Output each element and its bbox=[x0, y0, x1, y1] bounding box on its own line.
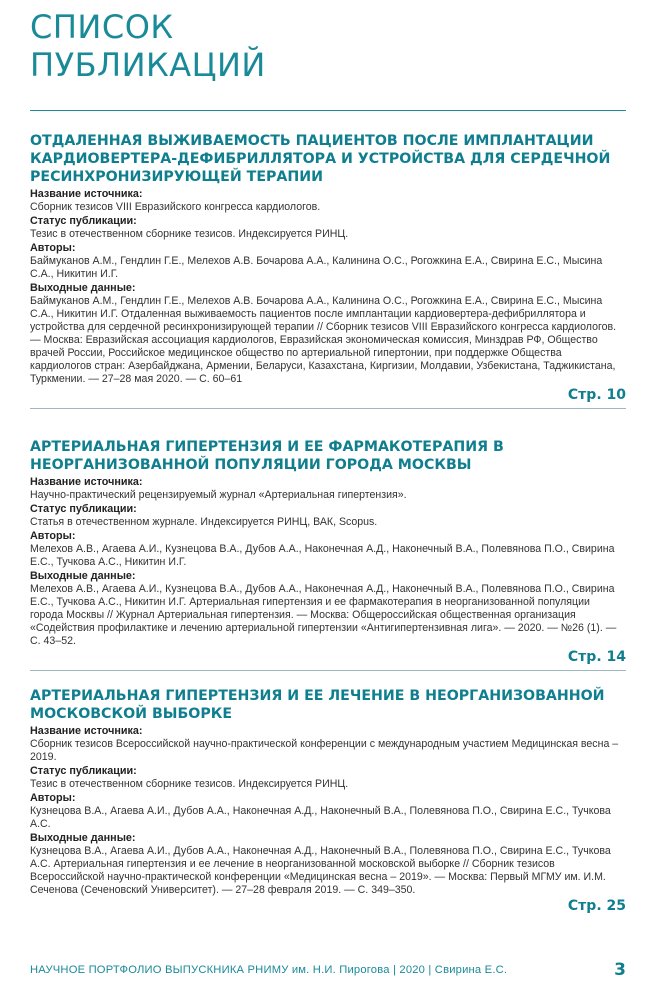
publication-title: АРТЕРИАЛЬНАЯ ГИПЕРТЕНЗИЯ И ЕЕ ФАРМАКОТЕРАПИЯ В НЕОРГАНИЗОВАННОЙ ПОПУЛЯЦИИ ГОРОДА МОСКВЫ bbox=[30, 439, 504, 473]
output-label: Выходные данные: bbox=[30, 282, 136, 294]
publication-entry bbox=[30, 438, 626, 671]
source-text: Сборник тезисов Всероссийской научно-практической конференции с международным участием Медицинская весна – 2019. bbox=[30, 738, 619, 763]
page-title bbox=[30, 8, 266, 84]
page-reference-link[interactable]: Стр. 14 bbox=[567, 649, 626, 665]
output-label: Выходные данные: bbox=[30, 570, 136, 582]
source-label: Название источника: bbox=[30, 188, 143, 200]
page-title-line-2: ПУБЛИКАЦИЙ bbox=[30, 46, 266, 84]
authors-label: Авторы: bbox=[30, 792, 76, 804]
page-number: 3 bbox=[614, 960, 626, 980]
entry-divider bbox=[30, 408, 626, 409]
output-label: Выходные данные: bbox=[30, 832, 136, 844]
publication-entry bbox=[30, 687, 626, 915]
page-title-line-1: СПИСОК bbox=[30, 8, 174, 46]
source-label: Название источника: bbox=[30, 476, 143, 488]
publication-entry bbox=[30, 132, 626, 409]
authors-text: Баймуканов А.М., Гендлин Г.Е., Мелехов А.В. Бочарова А.А., Калинина О.С., Рогожкина Е.А., Свирина Е.С., Мысина С.А., Никитин И.Г. bbox=[30, 255, 603, 280]
authors-label: Авторы: bbox=[30, 242, 76, 254]
status-label: Статус публикации: bbox=[30, 215, 137, 227]
page-reference-link[interactable]: Стр. 10 bbox=[567, 387, 626, 403]
output-text: Мелехов А.В., Агаева А.И., Кузнецова В.А., Дубов А.А., Наконечная А.Д., Наконечный В.А., Полевянова П.О., Свирина Е.С., Тучкова А.С., Никитин И.Г. Артериальная гипертензия и ее фармакотерапия в неорганизованной популяции города Москвы // Журнал Артериальная гипертензия. — Москва: Общероссийская общественная организация «Содействия профилактике и лечению артериальной гипертензии «Антигипертензивная лига». — 2020. — №26 (1). — С. 43–52. bbox=[30, 583, 617, 647]
authors-text: Мелехов А.В., Агаева А.И., Кузнецова В.А., Дубов А.А., Наконечная А.Д., Наконечный В.А., Полевянова П.О., Свирина Е.С., Тучкова А.С., Никитин И.Г. bbox=[30, 543, 615, 568]
authors-label: Авторы: bbox=[30, 530, 76, 542]
authors-text: Кузнецова В.А., Агаева А.И., Дубов А.А., Наконечная А.Д., Наконечный В.А., Полевянова П.О., Свирина Е.С., Тучкова А.С. bbox=[30, 805, 611, 830]
publication-title: АРТЕРИАЛЬНАЯ ГИПЕРТЕНЗИЯ И ЕЕ ЛЕЧЕНИЕ В НЕОРГАНИЗОВАННОЙ МОСКОВСКОЙ ВЫБОРКЕ bbox=[30, 688, 605, 722]
page-footer: НАУЧНОЕ ПОРТФОЛИО ВЫПУСКНИКА РНИМУ им. Н.И. Пирогова | 2020 | Свирина Е.С. bbox=[30, 964, 508, 976]
status-text: Статья в отечественном журнале. Индексируется РИНЦ, ВАК, Scopus. bbox=[30, 516, 378, 528]
status-label: Статус публикации: bbox=[30, 765, 137, 777]
source-label: Название источника: bbox=[30, 725, 143, 737]
output-text: Кузнецова В.А., Агаева А.И., Дубов А.А., Наконечная А.Д., Наконечный В.А., Полевянова П.О., Свирина Е.С., Тучкова А.С. Артериальная гипертензия и ее лечение в неорганизованной московской выборке // Сборник тезисов Всероссийской научно-практической конференции «Медицинская весна – 2019». — Москва: Первый МГМУ им. И.М. Сеченова (Сеченовский Университет). — 27–28 февраля 2019. — С. 349–350. bbox=[30, 845, 611, 896]
status-label: Статус публикации: bbox=[30, 503, 137, 515]
title-divider bbox=[30, 110, 626, 111]
publication-title: ОТДАЛЕННАЯ ВЫЖИВАЕМОСТЬ ПАЦИЕНТОВ ПОСЛЕ ИМПЛАНТАЦИИ КАРДИОВЕРТЕРА-ДЕФИБРИЛЛЯТОРА И УСТРОЙСТВА ДЛЯ СЕРДЕЧНОЙ РЕСИНХРОНИЗИРУЮЩЕЙ ТЕРАПИИ bbox=[30, 133, 611, 185]
status-text: Тезис в отечественном сборнике тезисов. Индексируется РИНЦ. bbox=[30, 778, 349, 790]
source-text: Научно-практический рецензируемый журнал «Артериальная гипертензия». bbox=[30, 489, 407, 501]
page-reference-link[interactable]: Стр. 25 bbox=[567, 898, 626, 914]
status-text: Тезис в отечественном сборнике тезисов. Индексируется РИНЦ. bbox=[30, 228, 349, 240]
output-text: Баймуканов А.М., Гендлин Г.Е., Мелехов А.В. Бочарова А.А., Калинина О.С., Рогожкина Е.А., Свирина Е.С., Мысина С.А., Никитин И.Г. Отдаленная выживаемость пациентов после имплантации кардиовертера-дефибриллятора и устройства для сердечной ресинхронизирующей терапии // Сборник тезисов VIII Евразийского конгресса кардиологов. — Москва: Евразийская ассоциация кардиологов, Евразийская экономическая комиссия, Минздрав РФ, Общество врачей России, Российское медицинское общество по артериальной гипертонии, при поддержке Общества кардиологов стран: Азербайджана, Армении, Беларуси, Казахстана, Киргизии, Молдавии, Узбекистана, Таджикистана, Туркмении. — 27–28 мая 2020. — С. 60–61 bbox=[30, 295, 617, 385]
entry-divider bbox=[30, 670, 626, 671]
source-text: Сборник тезисов VIII Евразийского конгресса кардиологов. bbox=[30, 201, 321, 213]
